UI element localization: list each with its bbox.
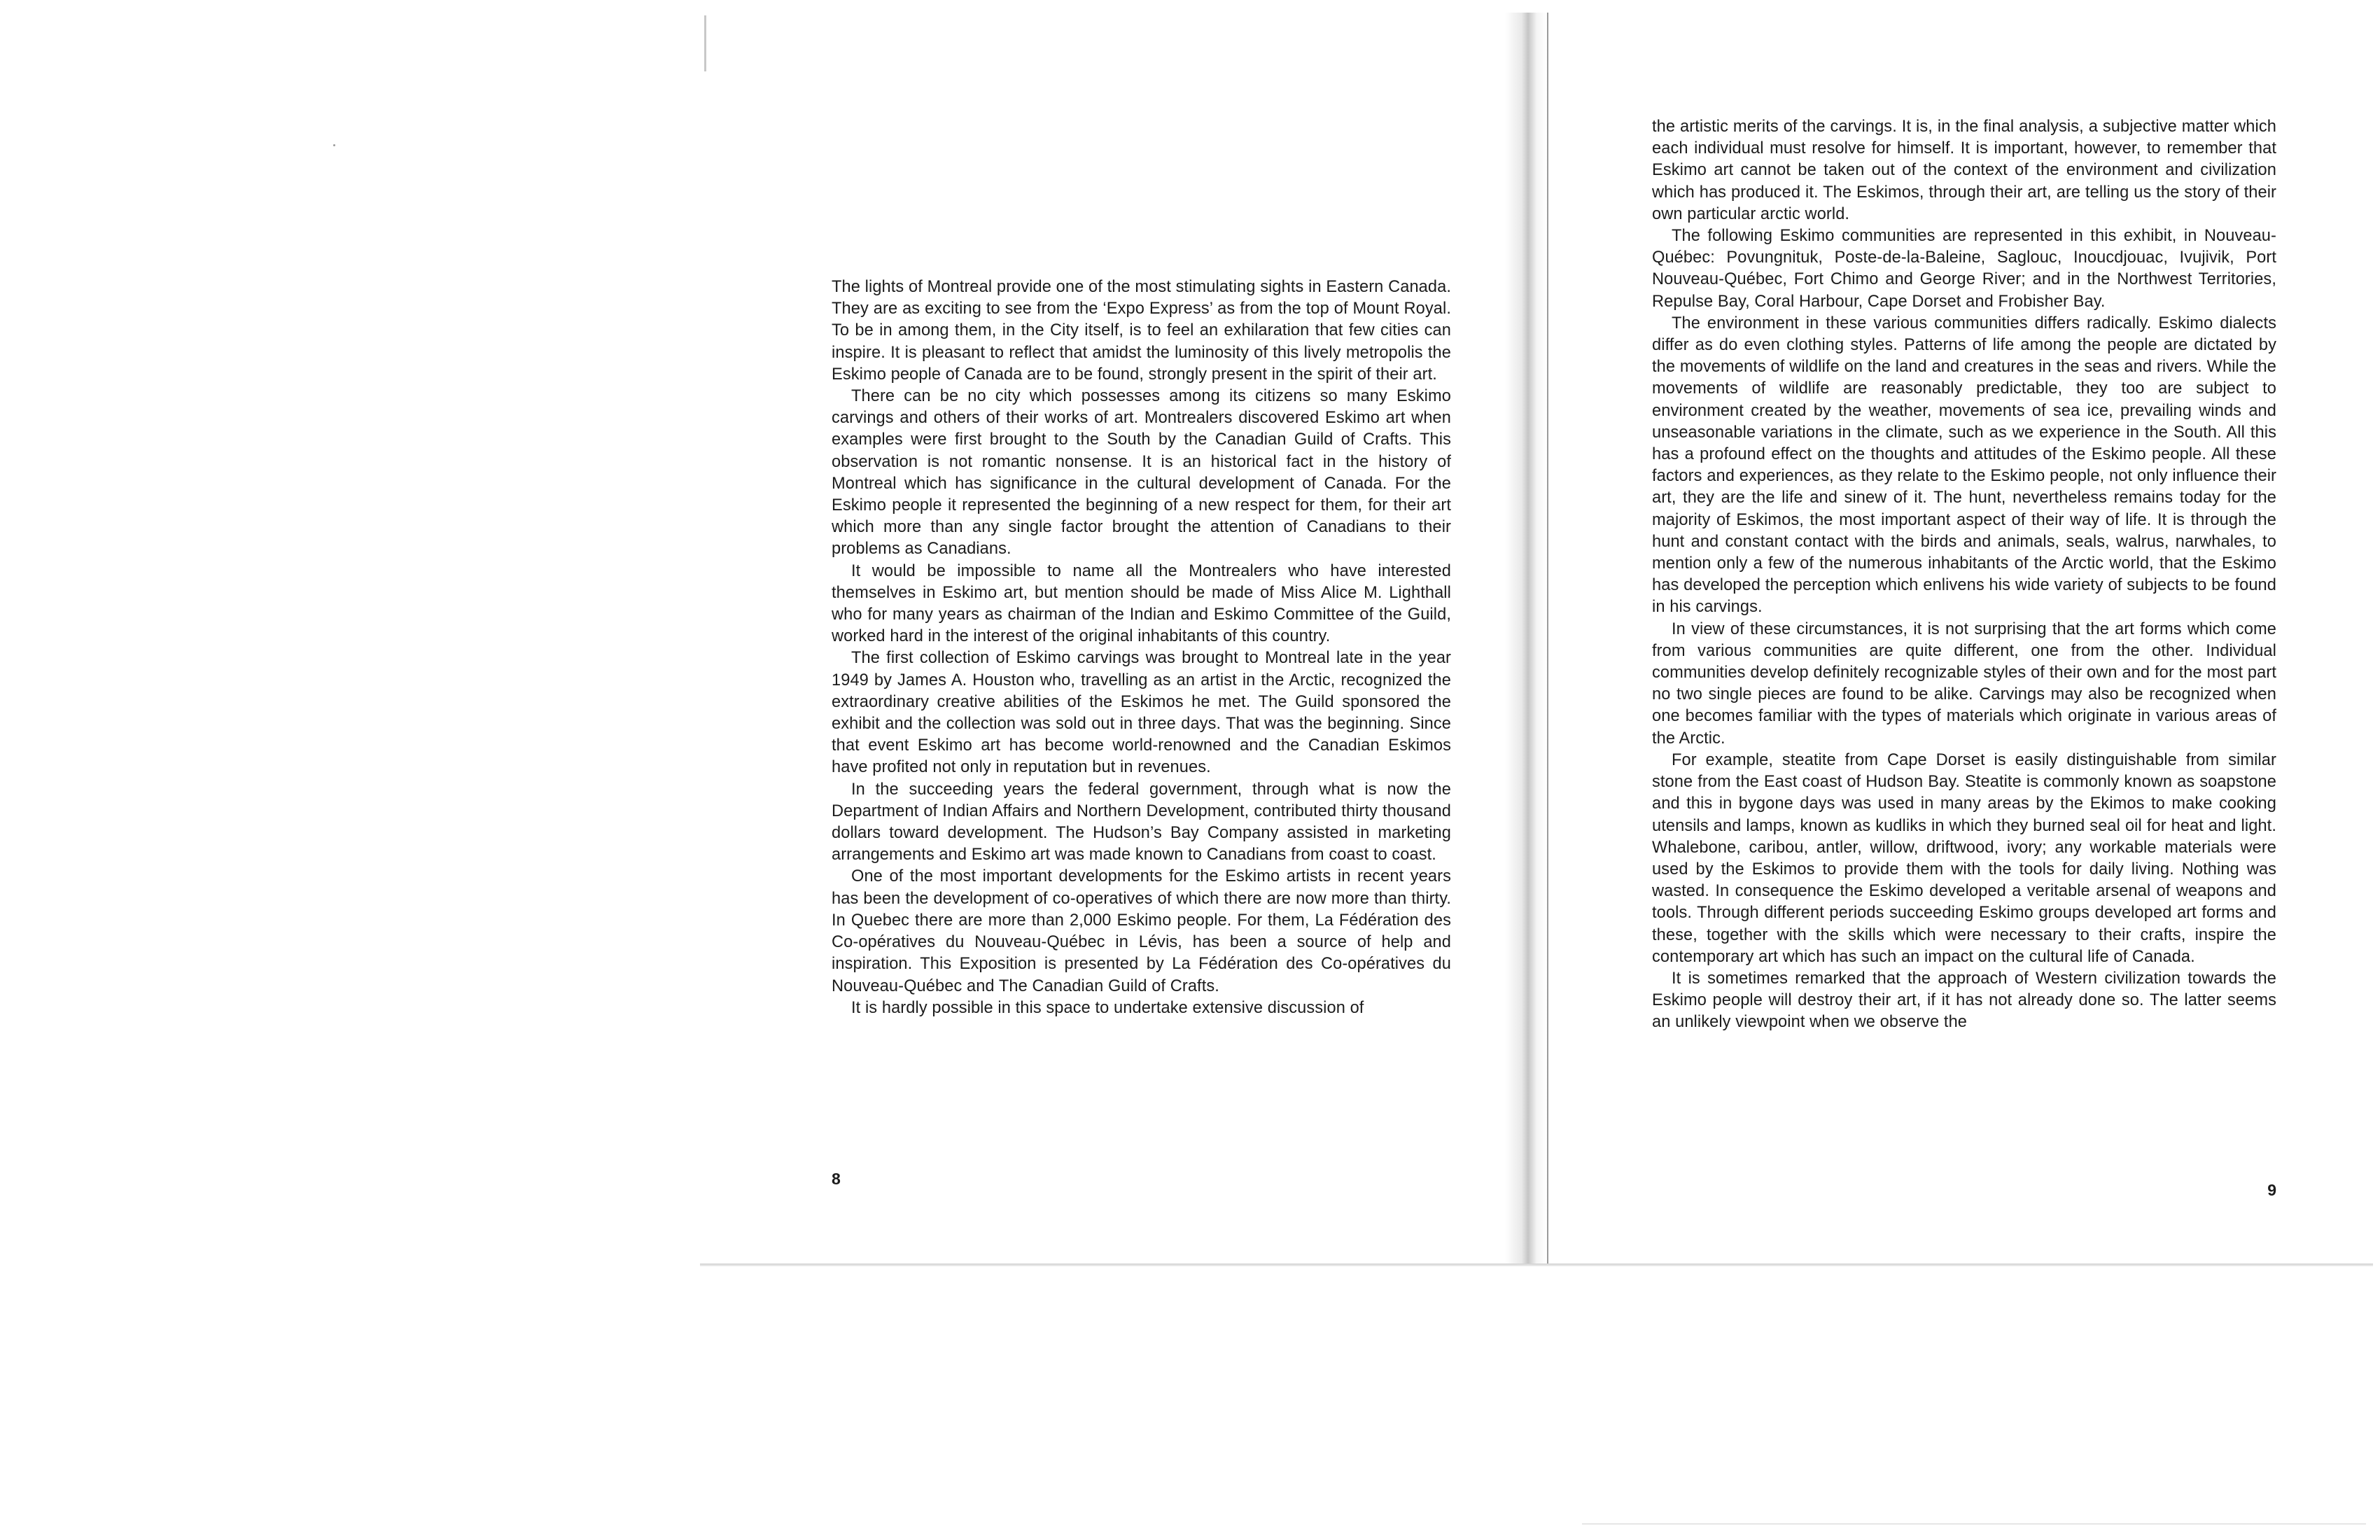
right-page <box>1652 116 2276 1208</box>
page-number-left: 8 <box>832 1170 841 1188</box>
page-fold-line <box>1547 13 1548 1266</box>
left-paragraph-4: The first collection of Eskimo carvings was brought to Montreal late in the year 1949 by James A. Houston who, travelling as an artist in the Arctic, recognized the extraordinary creative abilities of the Eskimos he met. The Guild sponsored the exhibit and the collection was sold out in three days. That was the beginning. Since that event Eskimo art has become world-renowned and the Canadian Eskimos have profited not only in reputation but in revenues. <box>832 649 1451 777</box>
right-paragraph-1: the artistic merits of the carvings. It is, in the final analysis, a subjective matter which each individual must resolve for himself. It is important, however, to remember that Eskimo art cannot be taken out of the context of the environment and civilization which has produced it. The Eskimos, through their art, are telling us the story of their own particular arctic world. <box>1652 118 2276 223</box>
left-paragraph-5: In the succeeding years the federal government, through what is now the Department of Indian Affairs and Northern Development, contributed thirty thousand dollars toward development. The Hudson’s Bay Company assisted in marketing arrangements and Eskimo art was made known to Canadians from coast to coast. <box>832 780 1451 864</box>
book-gutter <box>1505 13 1547 1266</box>
right-paragraph-6: It is sometimes remarked that the approach of Western civilization towards the Eskimo people will destroy their art, if it has not already done so. The latter seems an unlikely viewpoint when we observe the <box>1652 969 2276 1032</box>
right-paragraph-5: For example, steatite from Cape Dorset is easily distinguishable from similar stone from the East coast of Hudson Bay. Steatite is commonly known as soapstone and this in bygone days was used in many areas by the Ekimos to make cooking utensils and lamps, known as kudliks in which they burned seal oil for heat and light. Whalebone, caribou, antler, willow, driftwood, ivory; any workable materials were used by the Eskimos to provide them with the tools for daily living. Nothing was wasted. In consequence the Eskimo developed a veritable arsenal of weapons and tools. Through different periods succeeding Eskimo groups developed art forms and these, together with the skills which were necessary to their crafts, inspire the contemporary art which has such an impact on the cultural life of Canada. <box>1652 750 2276 966</box>
left-page <box>832 276 1451 1208</box>
left-paragraph-1: The lights of Montreal provide one of the most stimulating sights in Eastern Canada. They are as exciting to see from the ‘Expo Express’ as from the top of Mount Royal. To be in among them, in the City itself, is to feel an exhilaration that few cities can inspire. It is pleasant to reflect that amidst the luminosity of this lively metropolis the Eskimo people of Canada are to be found, strongly present in the spirit of their art. <box>832 278 1451 384</box>
right-paragraph-3: The environment in these various communities differs radically. Eskimo dialects differ as do even clothing styles. Patterns of life among the people are dictated by the movements of wildlife on the land and creatures in the seas and rivers. While the movements of wildlife are reasonably predictable, they too are subject to environment created by the weather, movements of sea ice, prevailing winds and unseasonable variations in the climate, such as we experience in the South. All this has a profound effect on the thoughts and attitudes of the Eskimo people. All these factors and experiences, as they relate to the Eskimo people, not only influence their art, they are the life and sinew of it. The hunt, nevertheless remains today for the majority of Eskimos, the most important aspect of their way of life. It is through the hunt and constant contact with the birds and animals, seals, walrus, narwhales, to mention only a few of the numerous inhabitants of the Arctic world, that the Eskimo has developed the perception which enlivens his wide variety of subjects to be found in his carvings. <box>1652 314 2276 617</box>
left-paragraph-3: It would be impossible to name all the Montrealers who have interested themselves in Eskimo art, but mention should be made of Miss Alice M. Lighthall who for many years as chairman of the Indian and Eskimo Committee of the Guild, worked hard in the interest of the original inhabitants of this country. <box>832 561 1451 646</box>
right-paragraph-2: The following Eskimo communities are represented in this exhibit, in Nouveau-Québec: Povungnituk, Poste-de-la-Baleine, Saglouc, Inoucdjouac, Ivujivik, Port Nouveau-Québec, Fort Chimo and George River; and in the Northwest Territories, Repulse Bay, Coral Harbour, Cape Dorset and Frobisher Bay. <box>1652 227 2276 311</box>
right-paragraph-4: In view of these circumstances, it is not surprising that the art forms which come from various communities are quite different, one from the other. Individual communities develop definitely recognizable styles of their own and for the most part no two single pieces are found to be alike. Carvings may also be recognized when one becomes familiar with the types of materials which originate in various areas of the Arctic. <box>1652 620 2276 748</box>
page-bottom-edge <box>700 1264 2373 1266</box>
scan-artifact <box>704 15 706 71</box>
page-number-right: 9 <box>2267 1181 2276 1199</box>
left-paragraph-7: It is hardly possible in this space to undertake extensive discussion of <box>851 998 1364 1017</box>
left-paragraph-6: One of the most important developments for the Eskimo artists in recent years has been the development of co-operatives of which there are now more than thirty. In Quebec there are more than 2,000 Eskimo people. For them, La Fédération des Co-opératives du Nouveau-Québec in Lévis, has been a source of help and inspiration. This Exposition is presented by La Fédération des Co-opératives du Nouveau-Québec and The Canadian Guild of Crafts. <box>832 867 1451 995</box>
scan-speck <box>333 144 335 146</box>
page-bottom-edge-lower <box>1582 1523 2366 1525</box>
left-paragraph-2: There can be no city which possesses among its citizens so many Eskimo carvings and others of their works of art. Montrealers discovered Eskimo art when examples were first brought to the South by the Canadian Guild of Crafts. This observation is not romantic nonsense. It is an historical fact in the history of Montreal which has significance in the cultural development of Canada. For the Eskimo people it represented the beginning of a new respect for them, for their art which more than any single factor brought the attention of Canadians to their problems as Canadians. <box>832 387 1451 559</box>
